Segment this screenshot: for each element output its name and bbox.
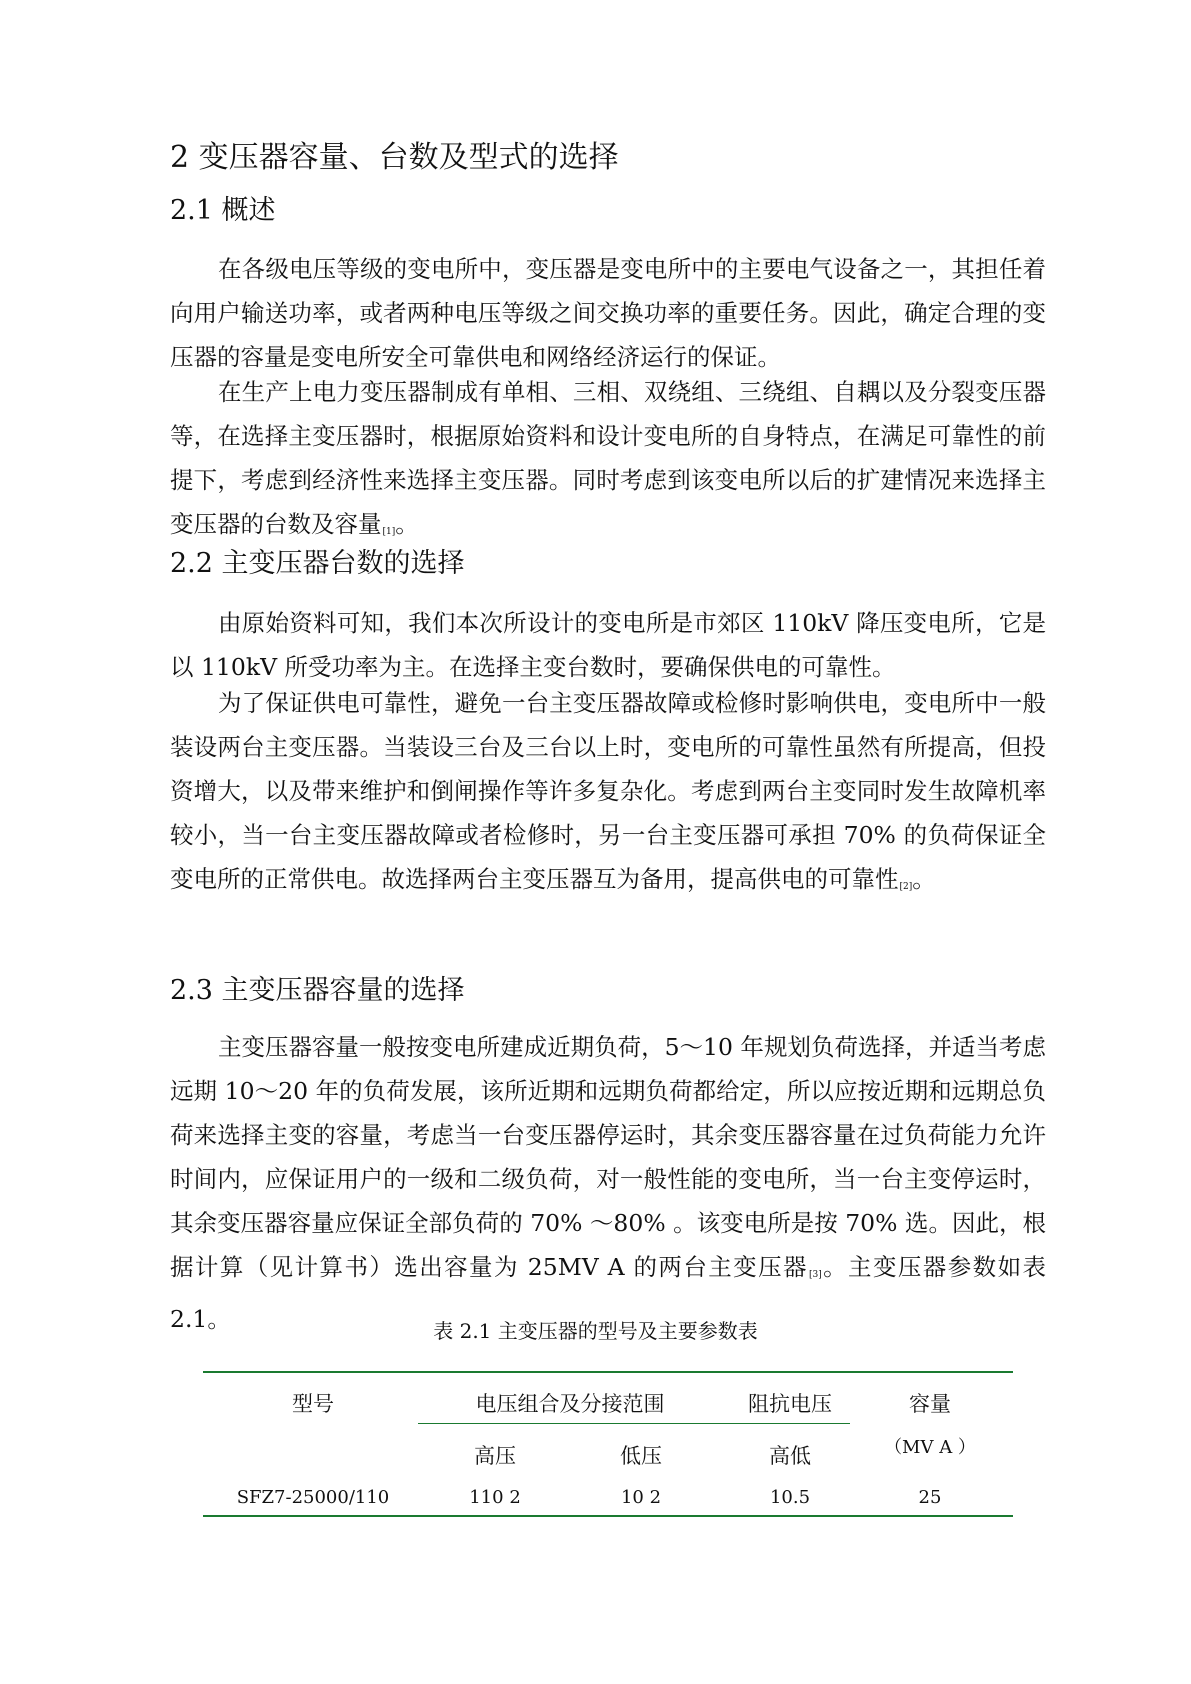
citation: [1] [382, 527, 396, 537]
paragraph-overview-2 [170, 370, 1046, 554]
header-impedance: 阻抗电压 [748, 1392, 832, 1416]
header-model: 型号 [292, 1392, 334, 1416]
heading-transformer-capacity: 2.3 主变压器容量的选择 [170, 975, 465, 1006]
subheader-high: 高压 [474, 1444, 516, 1468]
table-caption: 表 2.1 主变压器的型号及主要参数表 [433, 1319, 758, 1343]
table-header-rule [418, 1423, 850, 1424]
paragraph-text: 为了保证供电可靠性，避免一台主变压器故障或检修时影响供电，变电所中一般装设两台主变压器。当装设三台及三台以上时，变电所的可靠性虽然有所提高，但投资增大，以及带来维护和倒闸操作等许多复杂化。考虑到两台主变同时发生故障机率较小，当一台主变压器故障或者检修时，另一台主变压器可承担 70% 的负荷保证全变电所的正常供电。故选择两台主变压器互为备用，提高供电的可靠性 [170, 689, 1046, 893]
subheader-high-low: 高低 [769, 1444, 811, 1468]
header-capacity: 容量 [909, 1392, 951, 1416]
heading-transformer-count: 2.2 主变压器台数的选择 [170, 548, 465, 579]
cell-capacity: 25 [918, 1487, 942, 1508]
cell-high-voltage: 110 2 [469, 1487, 521, 1508]
paragraph-end: 。 [395, 510, 419, 538]
cell-impedance: 10.5 [769, 1487, 811, 1508]
citation: [2] [899, 882, 913, 892]
table-top-rule [203, 1371, 1013, 1373]
paragraph-end: 。 [912, 865, 936, 893]
subheader-low: 低压 [620, 1444, 662, 1468]
heading-overview: 2.1 概述 [170, 195, 276, 226]
paragraph-overview-1 [170, 247, 1046, 379]
paragraph-end: 。主变压器参数如表 2.1。 [170, 1253, 1046, 1333]
paragraph-text: 由原始资料可知，我们本次所设计的变电所是市郊区 110kV 降压变电所，它是以 110kV 所受功率为主。在选择主变台数时，要确保供电的可靠性。 [170, 609, 1046, 681]
paragraph-text: 主变压器容量一般按变电所建成近期负荷，5～10 年规划负荷选择，并适当考虑远期 10～20 年的负荷发展，该所近期和远期负荷都给定，所以应按近期和远期总负荷来选择主变的容量，考虑当一台变压器停运时，其余变压器容量在过负荷能力允许时间内，应保证用户的一级和二级负荷，对一般性能的变电所，当一台主变停运时，其余变压器容量应保证全部负荷的 70% ～80% 。该变电所是按 70% 选。因此，根据计算（见计算书）选出容量为 25MV A 的两台主变压器 [170, 1033, 1046, 1281]
paragraph-capacity-1 [170, 1025, 1046, 1341]
cell-model: SFZ7-25000/110 [236, 1487, 390, 1508]
paragraph-text: 在生产上电力变压器制成有单相、三相、双绕组、三绕组、自耦以及分裂变压器等，在选择主变压器时，根据原始资料和设计变电所的自身特点，在满足可靠性的前提下，考虑到经济性来选择主变压器。同时考虑到该变电所以后的扩建情况来选择主变压器的台数及容量 [170, 378, 1046, 538]
paragraph-count-1 [170, 601, 1046, 689]
paragraph-text: 在各级电压等级的变电所中，变压器是变电所中的主要电气设备之一，其担任着向用户输送功率，或者两种电压等级之间交换功率的重要任务。因此，确定合理的变压器的容量是变电所安全可靠供电和网络经济运行的保证。 [170, 255, 1046, 371]
table-bottom-rule [203, 1515, 1013, 1517]
section-title: 2 变压器容量、台数及型式的选择 [170, 140, 619, 175]
cell-low-voltage: 10 2 [620, 1487, 662, 1508]
header-voltage-group: 电压组合及分接范围 [475, 1392, 665, 1416]
paragraph-count-2 [170, 681, 1046, 909]
capacity-unit: （MV A ） [884, 1437, 976, 1458]
citation: [3] [808, 1270, 822, 1280]
